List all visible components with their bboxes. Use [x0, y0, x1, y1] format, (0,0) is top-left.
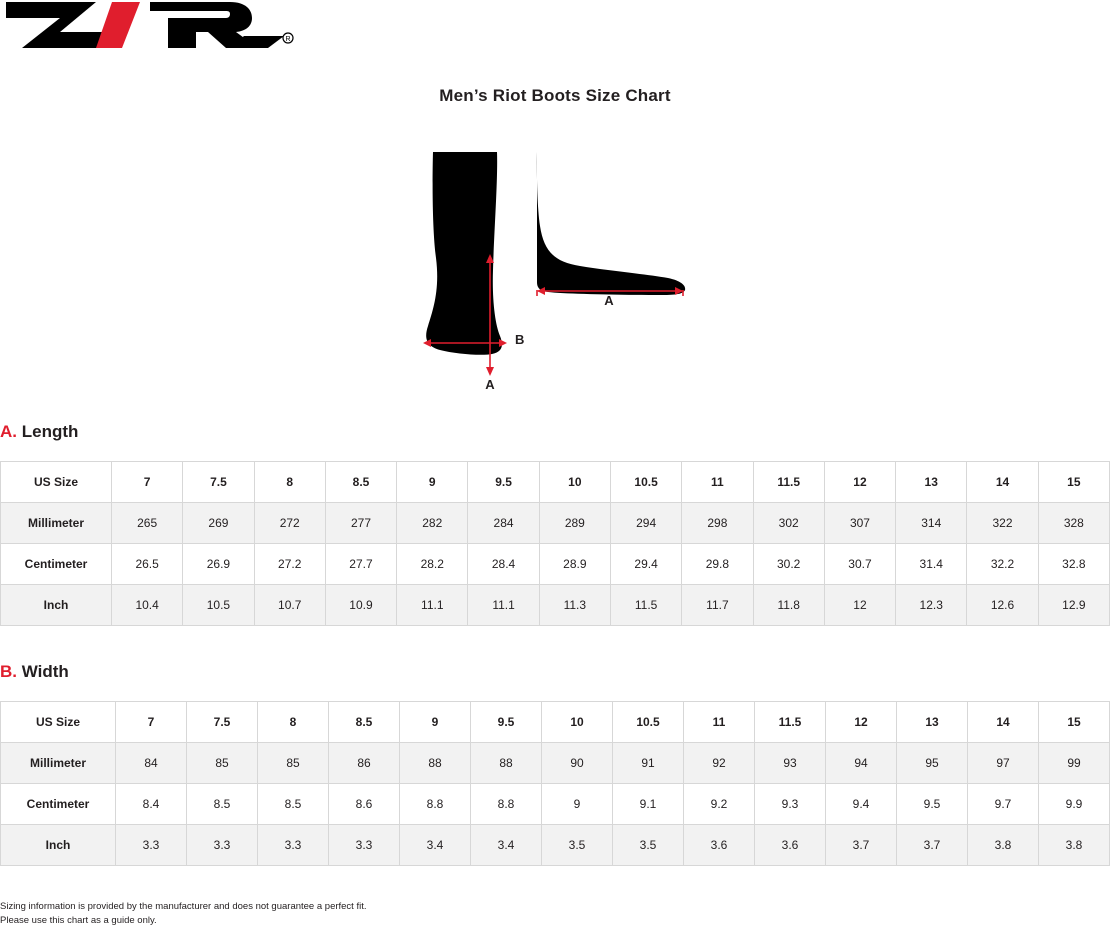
table-cell: 97 — [968, 743, 1039, 784]
table-cell: 86 — [329, 743, 400, 784]
foot-side-silhouette — [537, 152, 685, 295]
table-cell: 3.8 — [968, 825, 1039, 866]
table-cell: 8.4 — [116, 784, 187, 825]
table-cell: 9.5 — [468, 462, 539, 503]
table-cell: 9.7 — [968, 784, 1039, 825]
table-cell: 11.5 — [610, 585, 681, 626]
disclaimer-line-2: Please use this chart as a guide only. — [0, 915, 157, 926]
section-heading-width — [0, 662, 69, 682]
table-cell: 284 — [468, 503, 539, 544]
section-heading-length — [0, 422, 78, 442]
section-label-length: Length — [21, 422, 79, 441]
table-cell: 7 — [116, 702, 187, 743]
table-cell: 30.7 — [824, 544, 895, 585]
table-cell: 314 — [896, 503, 967, 544]
table-cell: 88 — [400, 743, 471, 784]
table-cell: 93 — [755, 743, 826, 784]
table-cell: 15 — [1038, 462, 1109, 503]
table-cell: 282 — [397, 503, 468, 544]
table-cell: 10.7 — [254, 585, 325, 626]
table-cell: 3.8 — [1039, 825, 1110, 866]
row-label: US Size — [1, 702, 116, 743]
table-cell: 88 — [471, 743, 542, 784]
table-cell: 12 — [824, 585, 895, 626]
table-cell: 3.7 — [826, 825, 897, 866]
table-cell: 3.3 — [329, 825, 400, 866]
table-cell: 84 — [116, 743, 187, 784]
table-cell: 9.1 — [613, 784, 684, 825]
table-cell: 8.5 — [187, 784, 258, 825]
table-cell: 7.5 — [187, 702, 258, 743]
table-cell: 11.1 — [468, 585, 539, 626]
row-label: Centimeter — [1, 784, 116, 825]
table-cell: 9.3 — [755, 784, 826, 825]
row-label: Centimeter — [1, 544, 112, 585]
table-cell: 322 — [967, 503, 1038, 544]
disclaimer-line-1: Sizing information is provided by the manufacturer and does not guarantee a perfect fit. — [0, 901, 367, 912]
table-cell: 277 — [325, 503, 396, 544]
table-cell: 29.8 — [682, 544, 753, 585]
table-cell: 85 — [187, 743, 258, 784]
table-row — [1, 544, 1110, 585]
table-cell: 14 — [968, 702, 1039, 743]
table-cell: 3.3 — [258, 825, 329, 866]
table-cell: 294 — [610, 503, 681, 544]
table-cell: 8 — [258, 702, 329, 743]
table-cell: 32.8 — [1038, 544, 1109, 585]
width-size-table — [0, 701, 1110, 866]
table-cell: 8.8 — [400, 784, 471, 825]
table-cell: 8.5 — [329, 702, 400, 743]
table-cell: 13 — [896, 462, 967, 503]
table-cell: 31.4 — [896, 544, 967, 585]
table-cell: 12.6 — [967, 585, 1038, 626]
row-label: Inch — [1, 825, 116, 866]
table-cell: 269 — [183, 503, 254, 544]
table-cell: 11.5 — [755, 702, 826, 743]
boot-measurement-diagram — [0, 140, 1110, 405]
table-cell: 3.7 — [897, 825, 968, 866]
table-cell: 92 — [684, 743, 755, 784]
table-cell: 9 — [397, 462, 468, 503]
table-cell: 9.9 — [1039, 784, 1110, 825]
table-cell: 15 — [1039, 702, 1110, 743]
table-cell: 13 — [897, 702, 968, 743]
table-cell: 8 — [254, 462, 325, 503]
table-cell: 8.6 — [329, 784, 400, 825]
table-row — [1, 462, 1110, 503]
table-cell: 9.2 — [684, 784, 755, 825]
table-cell: 27.7 — [325, 544, 396, 585]
disclaimer — [0, 900, 367, 928]
table-cell: 298 — [682, 503, 753, 544]
table-cell: 9.5 — [471, 702, 542, 743]
table-cell: 11.1 — [397, 585, 468, 626]
table-cell: 9.4 — [826, 784, 897, 825]
table-cell: 91 — [613, 743, 684, 784]
table-cell: 3.5 — [542, 825, 613, 866]
table-cell: 8.5 — [325, 462, 396, 503]
table-cell: 10.5 — [610, 462, 681, 503]
table-cell: 10.4 — [112, 585, 183, 626]
table-cell: 95 — [897, 743, 968, 784]
table-cell: 8.5 — [258, 784, 329, 825]
z1r-logo-icon — [0, 0, 300, 52]
table-cell: 9.5 — [897, 784, 968, 825]
table-cell: 265 — [112, 503, 183, 544]
table-cell: 11.3 — [539, 585, 610, 626]
svg-text:R: R — [285, 36, 291, 43]
table-cell: 10.5 — [183, 585, 254, 626]
table-row — [1, 503, 1110, 544]
table-cell: 85 — [258, 743, 329, 784]
table-cell: 3.3 — [116, 825, 187, 866]
table-cell: 14 — [967, 462, 1038, 503]
table-cell: 3.5 — [613, 825, 684, 866]
table-cell: 9 — [542, 784, 613, 825]
table-cell: 3.3 — [187, 825, 258, 866]
table-cell: 307 — [824, 503, 895, 544]
table-cell: 12 — [826, 702, 897, 743]
section-label-width: Width — [21, 662, 69, 681]
brand-logo — [0, 0, 300, 52]
row-label: Millimeter — [1, 743, 116, 784]
table-cell: 328 — [1038, 503, 1109, 544]
table-cell: 26.9 — [183, 544, 254, 585]
table-cell: 99 — [1039, 743, 1110, 784]
table-row — [1, 825, 1110, 866]
table-cell: 10 — [542, 702, 613, 743]
table-cell: 8.8 — [471, 784, 542, 825]
table-cell: 289 — [539, 503, 610, 544]
table-cell: 32.2 — [967, 544, 1038, 585]
table-cell: 3.4 — [400, 825, 471, 866]
table-cell: 3.4 — [471, 825, 542, 866]
section-letter-a: A. — [0, 422, 17, 441]
label-a-vertical: A — [485, 377, 495, 392]
table-cell: 29.4 — [610, 544, 681, 585]
table-cell: 10.5 — [613, 702, 684, 743]
table-cell: 11.8 — [753, 585, 824, 626]
table-cell: 10 — [539, 462, 610, 503]
row-label: Millimeter — [1, 503, 112, 544]
page-title: Men’s Riot Boots Size Chart — [439, 86, 671, 105]
row-label: US Size — [1, 462, 112, 503]
table-cell: 11.7 — [682, 585, 753, 626]
table-cell: 12.9 — [1038, 585, 1109, 626]
table-cell: 27.2 — [254, 544, 325, 585]
table-cell: 28.9 — [539, 544, 610, 585]
table-cell: 302 — [753, 503, 824, 544]
table-cell: 3.6 — [684, 825, 755, 866]
table-cell: 7 — [112, 462, 183, 503]
table-row — [1, 702, 1110, 743]
table-cell: 272 — [254, 503, 325, 544]
section-letter-b: B. — [0, 662, 17, 681]
table-row — [1, 585, 1110, 626]
table-row — [1, 784, 1110, 825]
table-cell: 3.6 — [755, 825, 826, 866]
table-cell: 11 — [682, 462, 753, 503]
table-cell: 10.9 — [325, 585, 396, 626]
row-label: Inch — [1, 585, 112, 626]
table-cell: 12.3 — [896, 585, 967, 626]
length-size-table — [0, 461, 1110, 626]
table-cell: 11 — [684, 702, 755, 743]
table-cell: 26.5 — [112, 544, 183, 585]
table-cell: 90 — [542, 743, 613, 784]
table-cell: 7.5 — [183, 462, 254, 503]
table-cell: 28.4 — [468, 544, 539, 585]
table-row — [1, 743, 1110, 784]
label-a-horizontal: A — [604, 293, 614, 308]
label-b: B — [515, 332, 525, 347]
table-cell: 30.2 — [753, 544, 824, 585]
table-cell: 11.5 — [753, 462, 824, 503]
table-cell: 9 — [400, 702, 471, 743]
table-cell: 94 — [826, 743, 897, 784]
table-cell: 28.2 — [397, 544, 468, 585]
table-cell: 12 — [824, 462, 895, 503]
